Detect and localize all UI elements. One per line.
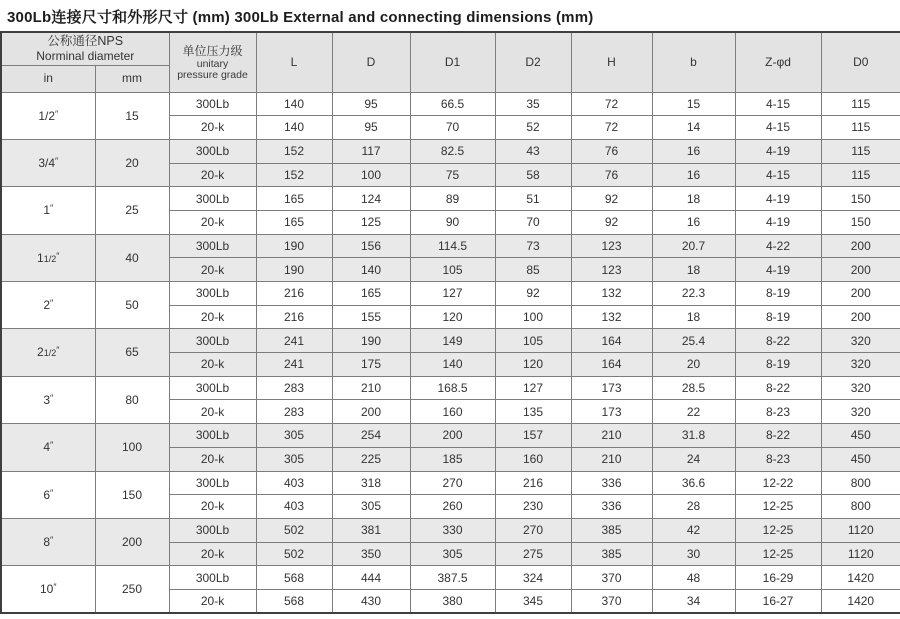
cell-grade: 20-k	[169, 210, 256, 234]
table-row	[1, 92, 900, 116]
cell-size-in: 11/2″	[1, 234, 95, 281]
cell-L: 216	[256, 305, 332, 329]
cell-L: 283	[256, 376, 332, 400]
cell-D0: 1420	[821, 566, 900, 590]
table-row	[1, 424, 900, 448]
header-pressure-en-line1: unitary	[196, 57, 229, 70]
cell-size-in: 1/2″	[1, 92, 95, 139]
cell-D0: 115	[821, 116, 900, 140]
cell-H: 370	[571, 566, 652, 590]
cell-Z-phi-d: 4-19	[735, 187, 821, 211]
cell-D: 156	[332, 234, 410, 258]
cell-D2: 120	[495, 353, 571, 377]
cell-D: 430	[332, 589, 410, 613]
cell-D2: 345	[495, 589, 571, 613]
cell-H: 76	[571, 139, 652, 163]
header-pressure-grade	[169, 32, 256, 92]
cell-L: 140	[256, 92, 332, 116]
cell-b: 22	[652, 400, 735, 424]
cell-D: 155	[332, 305, 410, 329]
header-col-D1: D1	[410, 32, 495, 92]
cell-b: 20	[652, 353, 735, 377]
inch-mark: ″	[50, 392, 54, 403]
cell-L: 165	[256, 210, 332, 234]
cell-Z-phi-d: 12-25	[735, 542, 821, 566]
header-col-H: H	[571, 32, 652, 92]
cell-size-in: 4″	[1, 424, 95, 471]
cell-D1: 387.5	[410, 566, 495, 590]
cell-D1: 90	[410, 210, 495, 234]
cell-H: 336	[571, 471, 652, 495]
cell-D1: 168.5	[410, 376, 495, 400]
cell-L: 403	[256, 471, 332, 495]
cell-grade: 20-k	[169, 400, 256, 424]
cell-b: 48	[652, 566, 735, 590]
cell-D0: 450	[821, 424, 900, 448]
cell-Z-phi-d: 4-15	[735, 116, 821, 140]
cell-D2: 270	[495, 518, 571, 542]
cell-D2: 160	[495, 447, 571, 471]
cell-H: 72	[571, 92, 652, 116]
cell-L: 216	[256, 282, 332, 306]
dimensions-table	[0, 31, 900, 614]
cell-grade: 20-k	[169, 447, 256, 471]
cell-H: 72	[571, 116, 652, 140]
cell-L: 165	[256, 187, 332, 211]
cell-size-in: 10″	[1, 566, 95, 613]
cell-b: 34	[652, 589, 735, 613]
cell-D0: 115	[821, 163, 900, 187]
cell-D: 175	[332, 353, 410, 377]
cell-D2: 70	[495, 210, 571, 234]
cell-Z-phi-d: 8-19	[735, 282, 821, 306]
cell-D: 444	[332, 566, 410, 590]
cell-D1: 330	[410, 518, 495, 542]
cell-D1: 270	[410, 471, 495, 495]
cell-H: 210	[571, 424, 652, 448]
header-col-L: L	[256, 32, 332, 92]
cell-size-mm: 65	[95, 329, 169, 376]
cell-D: 225	[332, 447, 410, 471]
cell-D1: 380	[410, 589, 495, 613]
cell-D1: 200	[410, 424, 495, 448]
cell-grade: 300Lb	[169, 471, 256, 495]
header-col-b: b	[652, 32, 735, 92]
table-row	[1, 518, 900, 542]
cell-L: 305	[256, 447, 332, 471]
cell-size-mm: 150	[95, 471, 169, 518]
cell-b: 16	[652, 210, 735, 234]
cell-Z-phi-d: 8-23	[735, 400, 821, 424]
cell-size-in: 8″	[1, 518, 95, 565]
cell-D2: 100	[495, 305, 571, 329]
cell-grade: 20-k	[169, 542, 256, 566]
cell-D0: 1120	[821, 518, 900, 542]
header-nominal-diameter	[1, 32, 169, 65]
cell-D: 140	[332, 258, 410, 282]
inch-mark: ″	[50, 298, 54, 309]
cell-D0: 450	[821, 447, 900, 471]
cell-b: 15	[652, 92, 735, 116]
cell-D: 350	[332, 542, 410, 566]
cell-D0: 150	[821, 210, 900, 234]
cell-grade: 20-k	[169, 353, 256, 377]
cell-H: 210	[571, 447, 652, 471]
cell-H: 370	[571, 589, 652, 613]
cell-b: 24	[652, 447, 735, 471]
table-row	[1, 329, 900, 353]
cell-D1: 185	[410, 447, 495, 471]
cell-L: 241	[256, 353, 332, 377]
header-nominal-cn: 公称通径NPS	[47, 34, 124, 49]
cell-D0: 115	[821, 139, 900, 163]
cell-b: 18	[652, 187, 735, 211]
header-mm: mm	[95, 65, 169, 92]
cell-D2: 51	[495, 187, 571, 211]
cell-grade: 300Lb	[169, 518, 256, 542]
cell-b: 16	[652, 163, 735, 187]
cell-size-mm: 15	[95, 92, 169, 139]
cell-D2: 324	[495, 566, 571, 590]
cell-D0: 800	[821, 471, 900, 495]
cell-D: 254	[332, 424, 410, 448]
cell-b: 28	[652, 495, 735, 519]
cell-D0: 800	[821, 495, 900, 519]
cell-L: 568	[256, 589, 332, 613]
cell-size-in: 3″	[1, 376, 95, 423]
cell-D0: 200	[821, 282, 900, 306]
cell-grade: 20-k	[169, 258, 256, 282]
table-row	[1, 234, 900, 258]
cell-D1: 75	[410, 163, 495, 187]
cell-Z-phi-d: 12-25	[735, 495, 821, 519]
table-row	[1, 187, 900, 211]
cell-H: 123	[571, 234, 652, 258]
cell-H: 164	[571, 329, 652, 353]
cell-H: 132	[571, 282, 652, 306]
cell-H: 123	[571, 258, 652, 282]
cell-Z-phi-d: 8-19	[735, 353, 821, 377]
cell-D2: 275	[495, 542, 571, 566]
cell-size-mm: 80	[95, 376, 169, 423]
cell-size-in: 6″	[1, 471, 95, 518]
cell-b: 20.7	[652, 234, 735, 258]
cell-grade: 300Lb	[169, 187, 256, 211]
cell-size-mm: 20	[95, 139, 169, 186]
cell-grade: 300Lb	[169, 566, 256, 590]
cell-D1: 70	[410, 116, 495, 140]
cell-Z-phi-d: 8-22	[735, 424, 821, 448]
cell-D: 318	[332, 471, 410, 495]
cell-D0: 1120	[821, 542, 900, 566]
cell-size-mm: 200	[95, 518, 169, 565]
cell-L: 305	[256, 424, 332, 448]
cell-D1: 149	[410, 329, 495, 353]
cell-L: 190	[256, 234, 332, 258]
cell-D: 124	[332, 187, 410, 211]
inch-mark: ″	[50, 534, 54, 545]
cell-D2: 105	[495, 329, 571, 353]
cell-D: 200	[332, 400, 410, 424]
cell-L: 568	[256, 566, 332, 590]
cell-H: 336	[571, 495, 652, 519]
inch-mark: ″	[55, 155, 59, 166]
cell-grade: 300Lb	[169, 234, 256, 258]
cell-H: 76	[571, 163, 652, 187]
cell-D2: 52	[495, 116, 571, 140]
cell-H: 385	[571, 542, 652, 566]
cell-Z-phi-d: 4-19	[735, 210, 821, 234]
cell-D1: 82.5	[410, 139, 495, 163]
cell-D1: 120	[410, 305, 495, 329]
cell-grade: 300Lb	[169, 329, 256, 353]
cell-H: 92	[571, 187, 652, 211]
cell-D: 210	[332, 376, 410, 400]
cell-L: 502	[256, 542, 332, 566]
cell-D0: 320	[821, 353, 900, 377]
cell-grade: 20-k	[169, 495, 256, 519]
cell-L: 241	[256, 329, 332, 353]
cell-Z-phi-d: 4-15	[735, 163, 821, 187]
cell-grade: 300Lb	[169, 376, 256, 400]
cell-grade: 20-k	[169, 305, 256, 329]
cell-b: 18	[652, 258, 735, 282]
cell-D: 305	[332, 495, 410, 519]
cell-D0: 320	[821, 376, 900, 400]
cell-H: 385	[571, 518, 652, 542]
cell-grade: 300Lb	[169, 282, 256, 306]
header-pressure-en-line2: pressure grade	[177, 68, 248, 81]
cell-Z-phi-d: 4-15	[735, 92, 821, 116]
table-row	[1, 376, 900, 400]
cell-b: 16	[652, 139, 735, 163]
cell-size-mm: 40	[95, 234, 169, 281]
cell-grade: 20-k	[169, 163, 256, 187]
cell-H: 173	[571, 400, 652, 424]
cell-Z-phi-d: 4-22	[735, 234, 821, 258]
cell-Z-phi-d: 4-19	[735, 258, 821, 282]
inch-mark: ″	[50, 487, 54, 498]
cell-size-in: 3/4″	[1, 139, 95, 186]
cell-Z-phi-d: 16-29	[735, 566, 821, 590]
cell-H: 173	[571, 376, 652, 400]
inch-mark: ″	[53, 582, 57, 593]
cell-Z-phi-d: 16-27	[735, 589, 821, 613]
cell-b: 36.6	[652, 471, 735, 495]
cell-H: 132	[571, 305, 652, 329]
cell-D0: 320	[821, 329, 900, 353]
cell-Z-phi-d: 12-25	[735, 518, 821, 542]
cell-Z-phi-d: 8-22	[735, 329, 821, 353]
cell-D2: 58	[495, 163, 571, 187]
cell-D1: 140	[410, 353, 495, 377]
cell-size-in: 1″	[1, 187, 95, 234]
cell-Z-phi-d: 8-22	[735, 376, 821, 400]
cell-D: 95	[332, 92, 410, 116]
cell-b: 14	[652, 116, 735, 140]
cell-D: 100	[332, 163, 410, 187]
cell-D: 165	[332, 282, 410, 306]
cell-L: 403	[256, 495, 332, 519]
cell-Z-phi-d: 8-23	[735, 447, 821, 471]
cell-size-mm: 250	[95, 566, 169, 613]
cell-D0: 1420	[821, 589, 900, 613]
cell-D2: 35	[495, 92, 571, 116]
cell-D: 190	[332, 329, 410, 353]
cell-H: 164	[571, 353, 652, 377]
cell-D2: 92	[495, 282, 571, 306]
cell-b: 28.5	[652, 376, 735, 400]
inch-mark: ″	[50, 203, 54, 214]
cell-grade: 20-k	[169, 116, 256, 140]
cell-D2: 73	[495, 234, 571, 258]
cell-size-in: 21/2″	[1, 329, 95, 376]
cell-grade: 300Lb	[169, 424, 256, 448]
cell-D2: 127	[495, 376, 571, 400]
cell-Z-phi-d: 4-19	[735, 139, 821, 163]
cell-D1: 105	[410, 258, 495, 282]
header-col-D0: D0	[821, 32, 900, 92]
cell-D2: 157	[495, 424, 571, 448]
cell-D2: 135	[495, 400, 571, 424]
cell-D0: 200	[821, 258, 900, 282]
header-col-D2: D2	[495, 32, 571, 92]
cell-H: 92	[571, 210, 652, 234]
cell-L: 152	[256, 139, 332, 163]
header-nominal-en: Norminal diameter	[36, 49, 135, 64]
cell-D: 117	[332, 139, 410, 163]
cell-L: 140	[256, 116, 332, 140]
cell-D1: 114.5	[410, 234, 495, 258]
cell-Z-phi-d: 12-22	[735, 471, 821, 495]
cell-D1: 160	[410, 400, 495, 424]
header-in: in	[1, 65, 95, 92]
cell-D0: 200	[821, 234, 900, 258]
cell-D0: 150	[821, 187, 900, 211]
cell-D0: 200	[821, 305, 900, 329]
cell-D: 381	[332, 518, 410, 542]
cell-D1: 127	[410, 282, 495, 306]
cell-b: 18	[652, 305, 735, 329]
cell-b: 30	[652, 542, 735, 566]
inch-mark: ″	[56, 345, 60, 356]
cell-size-mm: 50	[95, 282, 169, 329]
cell-size-mm: 25	[95, 187, 169, 234]
cell-b: 31.8	[652, 424, 735, 448]
table-row	[1, 566, 900, 590]
cell-D: 125	[332, 210, 410, 234]
table-row	[1, 282, 900, 306]
cell-b: 42	[652, 518, 735, 542]
header-col-D: D	[332, 32, 410, 92]
table-header	[1, 32, 900, 92]
table-row	[1, 471, 900, 495]
cell-b: 25.4	[652, 329, 735, 353]
cell-D1: 260	[410, 495, 495, 519]
cell-D1: 66.5	[410, 92, 495, 116]
inch-mark: ″	[55, 108, 59, 119]
table-row	[1, 139, 900, 163]
cell-D0: 115	[821, 92, 900, 116]
cell-D1: 89	[410, 187, 495, 211]
cell-D2: 43	[495, 139, 571, 163]
cell-D2: 85	[495, 258, 571, 282]
cell-L: 190	[256, 258, 332, 282]
header-col-Zd: Z-φd	[735, 32, 821, 92]
cell-Z-phi-d: 8-19	[735, 305, 821, 329]
cell-D: 95	[332, 116, 410, 140]
cell-D1: 305	[410, 542, 495, 566]
inch-mark: ″	[56, 250, 60, 261]
cell-grade: 300Lb	[169, 92, 256, 116]
cell-b: 22.3	[652, 282, 735, 306]
cell-size-in: 2″	[1, 282, 95, 329]
header-pressure-cn: 单位压力级	[182, 43, 243, 58]
page-title: 300Lb连接尺寸和外形尺寸 (mm) 300Lb External and connecting dimensions (mm)	[7, 9, 594, 26]
cell-L: 283	[256, 400, 332, 424]
table-body	[1, 92, 900, 613]
cell-grade: 20-k	[169, 589, 256, 613]
cell-L: 502	[256, 518, 332, 542]
cell-size-mm: 100	[95, 424, 169, 471]
cell-D2: 230	[495, 495, 571, 519]
inch-mark: ″	[50, 440, 54, 451]
cell-L: 152	[256, 163, 332, 187]
cell-grade: 300Lb	[169, 139, 256, 163]
cell-D2: 216	[495, 471, 571, 495]
cell-D0: 320	[821, 400, 900, 424]
